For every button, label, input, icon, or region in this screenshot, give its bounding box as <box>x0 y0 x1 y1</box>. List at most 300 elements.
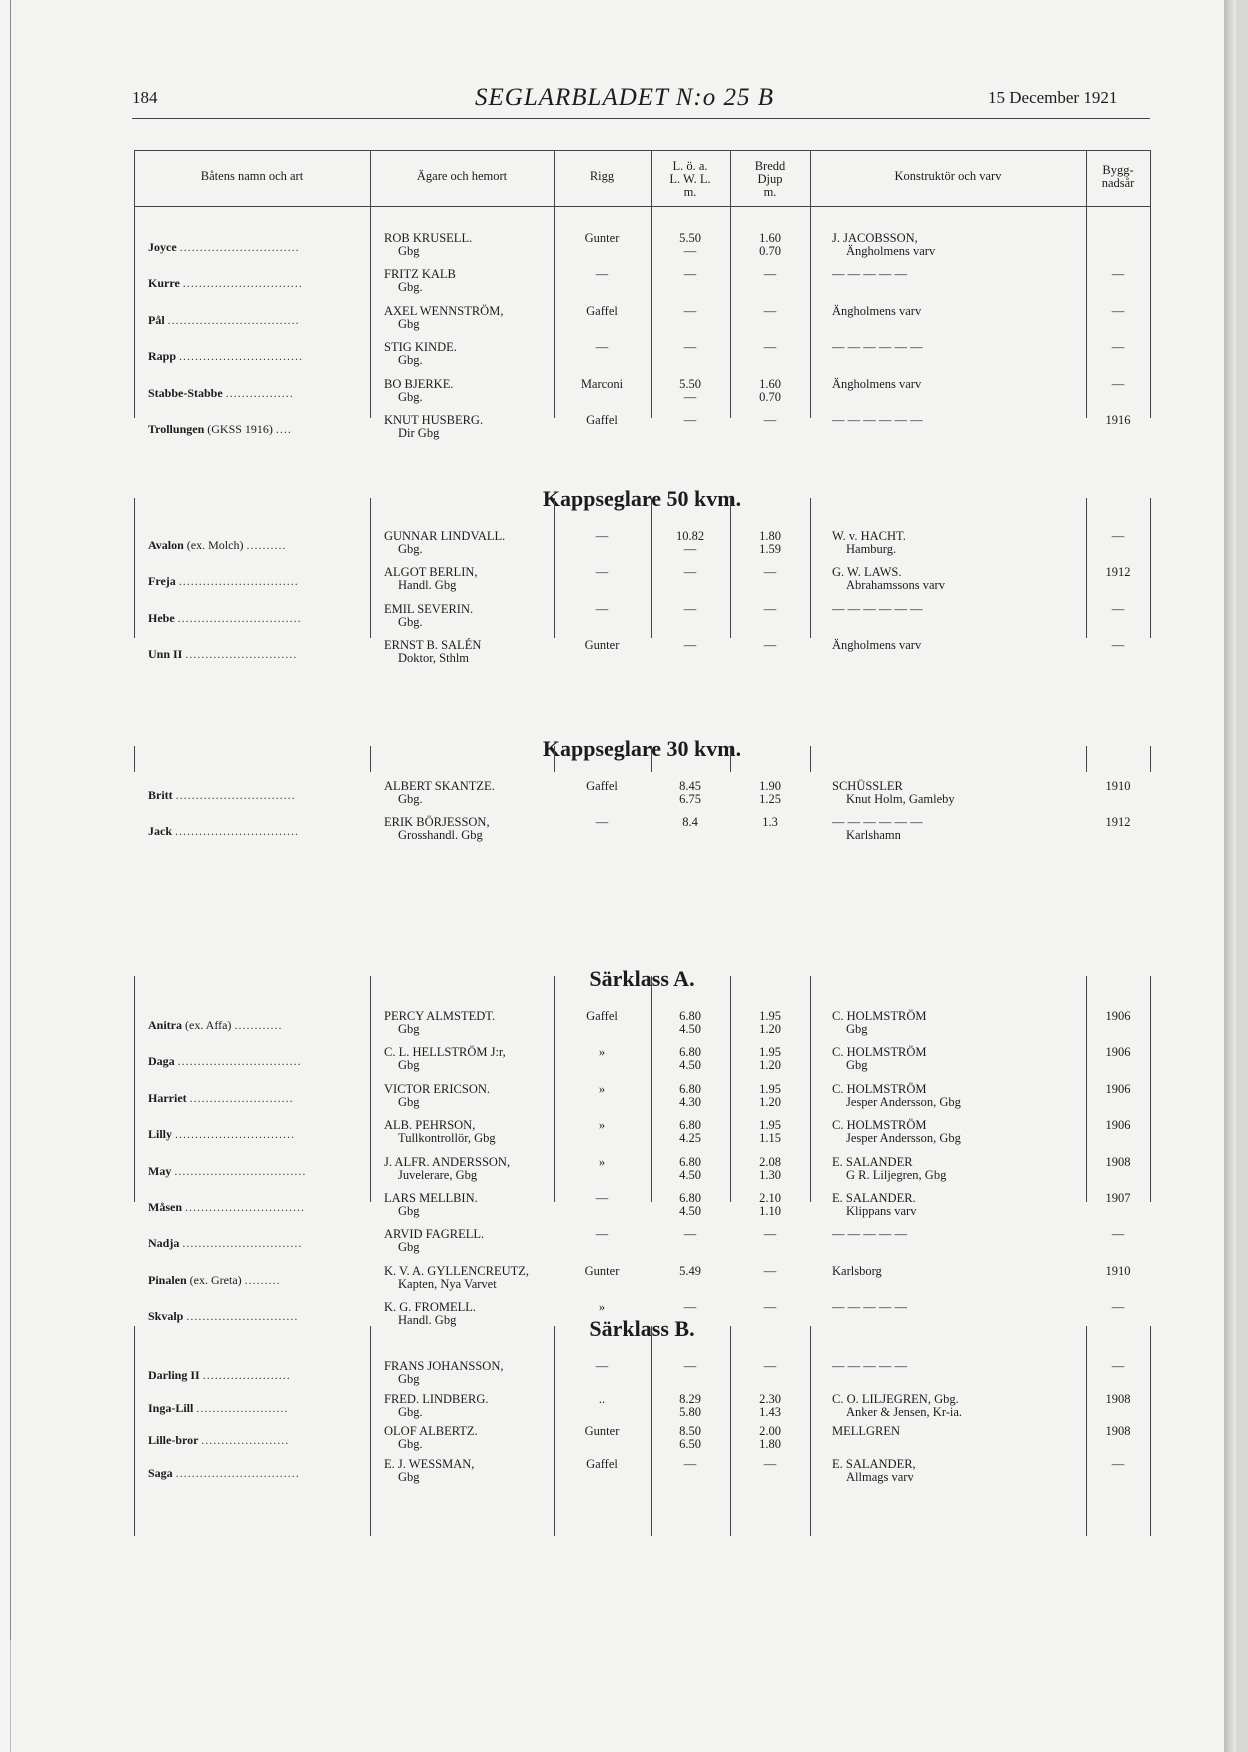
leader-dots: ......... <box>244 1272 281 1287</box>
rigg-cell: Gaffel <box>586 1456 618 1471</box>
rigg-cell: Gunter <box>584 231 620 245</box>
designer-name: Ängholmens varv <box>832 303 922 318</box>
boat-name-text: Inga-Lill <box>148 1400 194 1415</box>
designer-name: C. HOLMSTRÖM <box>832 1081 927 1096</box>
beam-cell <box>730 1393 810 1419</box>
owner-name: FRANS JOHANSSON, <box>384 1359 504 1373</box>
owner-residence: Gbg. <box>398 389 423 404</box>
table-row <box>134 816 1150 852</box>
page-number: 184 <box>132 88 158 107</box>
designer-name: — — — — — <box>832 267 907 282</box>
column-rule <box>1086 150 1087 418</box>
boat-name-text: Saga <box>148 1465 173 1480</box>
beam-cell <box>730 639 810 652</box>
length-waterline: — <box>683 244 697 258</box>
leader-dots: ................. <box>225 385 294 400</box>
column-rule <box>1150 150 1151 418</box>
table-row <box>134 1083 1150 1119</box>
beam-value: — <box>763 1263 777 1278</box>
length-cell <box>651 603 729 616</box>
designer-cell <box>832 1265 882 1278</box>
leader-dots: .............................. <box>185 1200 305 1214</box>
owner-name: E. J. WESSMAN, <box>384 1456 475 1471</box>
boat-name <box>148 575 299 588</box>
column-rule <box>370 1326 371 1536</box>
designer-name: J. JACOBSSON, <box>832 231 918 245</box>
length-overall: — <box>683 638 697 653</box>
owner-name: BO BJERKE. <box>384 376 454 391</box>
beam-value: 1.95 <box>759 1045 781 1060</box>
table-row <box>134 232 1150 268</box>
boat-name-text: Freja <box>148 574 176 589</box>
owner-name: FRITZ KALB <box>384 267 456 282</box>
rigg-cell: — <box>595 340 609 355</box>
boat-name <box>148 1434 289 1447</box>
owner-name: ERIK BÖRJESSON, <box>384 815 490 830</box>
column-rule <box>370 150 371 418</box>
beam-value: — <box>763 340 777 355</box>
designer-cell <box>832 1360 907 1373</box>
beam-value: — <box>763 267 777 282</box>
column-rule <box>1086 498 1087 638</box>
owner-cell <box>384 816 490 842</box>
length-waterline: 4.50 <box>679 1022 701 1036</box>
leader-dots: .............................. <box>179 240 300 254</box>
beam-cell <box>730 1192 810 1218</box>
designer-cell <box>832 1119 961 1145</box>
owner-cell <box>384 414 483 440</box>
column-rule <box>810 150 811 418</box>
col-header-beam-line3: m. <box>763 185 777 199</box>
col-header-loa-line2: L. W. L. <box>669 172 711 186</box>
shipyard-name: Klippans varv <box>846 1204 917 1218</box>
owner-name: ROB KRUSELL. <box>384 231 473 245</box>
leader-dots: .............................. <box>182 1236 303 1251</box>
beam-value: — <box>763 638 777 653</box>
designer-cell <box>832 530 906 556</box>
column-rule <box>1086 746 1087 772</box>
leader-dots: ............................... <box>177 1054 302 1069</box>
designer-name: — — — — — <box>832 1359 907 1373</box>
boat-name-text: Nadja <box>148 1236 180 1251</box>
designer-cell <box>832 305 921 318</box>
boat-name <box>148 423 292 436</box>
beam-value: 2.30 <box>759 1391 781 1406</box>
designer-cell <box>832 816 923 842</box>
length-overall: — <box>683 340 697 355</box>
page-edge-lower <box>0 1640 11 1752</box>
col-header-beam <box>730 160 810 199</box>
length-waterline: 4.50 <box>679 1204 701 1218</box>
designer-cell <box>832 1228 907 1241</box>
beam-value: — <box>763 1359 777 1373</box>
owner-name: K. V. A. GYLLENCREUTZ, <box>384 1263 530 1278</box>
boat-register-table <box>134 150 1150 1536</box>
owner-residence: Gbg. <box>398 1437 423 1451</box>
boat-name-text: Kurre <box>148 276 180 291</box>
draft-value: 1.10 <box>759 1204 781 1218</box>
build-year-cell: — <box>1111 529 1125 543</box>
owner-name: KNUT HUSBERG. <box>384 413 484 427</box>
column-rule <box>651 498 652 638</box>
column-rule <box>554 1326 555 1536</box>
boat-name-text: Lilly <box>148 1127 173 1142</box>
rigg-cell: — <box>595 565 609 580</box>
length-overall: — <box>683 1456 697 1471</box>
designer-name: — — — — — — <box>832 601 923 616</box>
owner-residence: Gbg <box>398 1372 420 1386</box>
owner-cell <box>384 1425 478 1451</box>
beam-cell <box>730 1156 810 1182</box>
table-row <box>134 1046 1150 1082</box>
beam-cell <box>730 1458 810 1471</box>
length-cell <box>651 1046 729 1072</box>
designer-name: C. HOLMSTRÖM <box>832 1118 927 1133</box>
build-year-cell: — <box>1111 1300 1125 1315</box>
rigg-cell: Gunter <box>584 1424 620 1438</box>
boat-name-text: May <box>148 1163 172 1178</box>
beam-cell <box>730 816 810 829</box>
length-cell <box>651 780 729 806</box>
boat-name-text: Trollungen <box>148 422 205 436</box>
length-overall: 5.49 <box>679 1263 701 1278</box>
boat-name <box>148 1467 300 1480</box>
owner-residence: Gbg. <box>398 280 423 295</box>
table-row <box>134 530 1150 566</box>
beam-cell <box>730 1425 810 1451</box>
rigg-cell: Marconi <box>580 376 624 391</box>
draft-value: 0.70 <box>759 244 781 258</box>
build-year-cell: — <box>1111 303 1125 318</box>
designer-cell <box>832 1192 916 1218</box>
build-year-cell: 1908 <box>1105 1154 1131 1169</box>
beam-value: 1.3 <box>762 815 778 830</box>
owner-cell <box>384 1360 503 1386</box>
length-overall: 6.80 <box>679 1009 701 1023</box>
section-heading-text: Kappseglare 50 kvm. <box>537 486 747 511</box>
owner-name: LARS MELLBIN. <box>384 1191 478 1205</box>
section-heading-text: Särklass A. <box>583 966 700 991</box>
beam-value: — <box>763 601 777 616</box>
boat-name <box>148 648 297 661</box>
length-overall: 10.82 <box>675 529 705 543</box>
build-year-cell: 1910 <box>1105 1263 1131 1278</box>
owner-residence: Gbg <box>398 1204 420 1218</box>
length-waterline: 6.75 <box>679 792 701 806</box>
beam-value: 1.90 <box>759 779 781 793</box>
owner-residence: Kapten, Nya Varvet <box>398 1276 497 1291</box>
column-rule <box>554 976 555 1202</box>
beam-cell <box>730 603 810 616</box>
shipyard-name: Karlshamn <box>846 828 901 843</box>
boat-name-text: Daga <box>148 1054 175 1069</box>
boat-name <box>148 1055 302 1068</box>
shipyard-name: Knut Holm, Gamleby <box>846 792 955 806</box>
issue-date: 15 December 1921 <box>988 88 1118 107</box>
owner-residence: Gbg <box>398 1469 420 1484</box>
column-rule <box>651 150 652 418</box>
col-header-loa-line1: L. ö. a. <box>672 159 708 173</box>
length-waterline: 4.50 <box>679 1058 701 1073</box>
rigg-cell: Gaffel <box>586 413 618 427</box>
boat-name <box>148 241 300 254</box>
draft-value: 1.20 <box>759 1022 781 1036</box>
beam-value: — <box>763 303 777 318</box>
beam-cell <box>730 1301 810 1314</box>
boat-name-note: (ex. Affa) <box>185 1018 232 1032</box>
designer-cell <box>832 1083 961 1109</box>
boat-name <box>148 1369 291 1382</box>
shipyard-name: G R. Liljegren, Gbg <box>846 1167 947 1182</box>
owner-cell <box>384 1083 490 1109</box>
rigg-cell: Gaffel <box>586 303 618 318</box>
length-cell <box>651 414 729 427</box>
owner-residence: Tullkontrollör, Gbg <box>398 1131 496 1146</box>
shipyard-name: Gbg <box>846 1058 868 1073</box>
beam-value: — <box>763 1227 777 1242</box>
boat-name-text: Stabbe-Stabbe <box>148 385 223 400</box>
boat-name-text: Pinalen <box>148 1272 187 1287</box>
owner-cell <box>384 232 472 258</box>
boat-name <box>148 277 303 290</box>
owner-name: STIG KINDE. <box>384 340 457 355</box>
leader-dots: .............................. <box>182 276 303 291</box>
shipyard-name: Ängholmens varv <box>846 244 936 258</box>
rigg-cell: — <box>595 1227 609 1242</box>
owner-name: ARVID FAGRELL. <box>384 1227 485 1242</box>
boat-name <box>148 387 294 400</box>
length-cell <box>651 1119 729 1145</box>
designer-cell <box>832 1301 907 1314</box>
length-cell <box>651 1010 729 1036</box>
rigg-cell: » <box>598 1045 606 1060</box>
length-cell <box>651 305 729 318</box>
column-rule <box>370 746 371 772</box>
table-row <box>134 780 1150 816</box>
shipyard-name: Gbg <box>846 1022 868 1036</box>
length-overall: 6.80 <box>679 1118 701 1133</box>
leader-dots: .............................. <box>175 1127 296 1142</box>
length-overall: 6.80 <box>679 1045 701 1060</box>
beam-cell <box>730 1360 810 1373</box>
column-rule <box>1150 1326 1151 1536</box>
boat-name-text: Jack <box>148 824 172 839</box>
length-waterline: 4.25 <box>679 1131 701 1146</box>
designer-name: C. HOLMSTRÖM <box>832 1009 927 1023</box>
rigg-cell: » <box>598 1154 606 1169</box>
col-header-designer: Konstruktör och varv <box>894 169 1002 183</box>
boat-name <box>148 1019 282 1032</box>
owner-cell <box>384 341 457 367</box>
leader-dots: ............ <box>234 1018 283 1032</box>
column-rule <box>1150 746 1151 772</box>
owner-cell <box>384 378 453 404</box>
leader-dots: ...................... <box>202 1368 291 1382</box>
length-waterline: 4.30 <box>679 1094 701 1109</box>
beam-cell <box>730 341 810 354</box>
shipyard-name: Jesper Andersson, Gbg <box>846 1094 961 1109</box>
owner-residence: Handl. Gbg <box>398 1313 457 1328</box>
designer-cell <box>832 1425 900 1438</box>
col-header-name: Båtens namn och art <box>200 169 304 183</box>
owner-cell <box>384 780 495 806</box>
designer-name: G. W. LAWS. <box>832 565 902 580</box>
draft-value: 0.70 <box>759 389 781 404</box>
beam-cell <box>730 414 810 427</box>
table-row <box>134 1156 1150 1192</box>
col-header-year <box>1086 164 1150 190</box>
length-waterline: 5.80 <box>679 1404 701 1419</box>
rigg-cell: — <box>595 529 609 543</box>
build-year-cell: 1916 <box>1105 413 1131 427</box>
owner-name: PERCY ALMSTEDT. <box>384 1009 496 1023</box>
page-edge <box>0 0 11 1640</box>
section-heading <box>134 1313 1150 1342</box>
owner-name: ALGOT BERLIN, <box>384 565 478 580</box>
beam-value: 1.60 <box>759 231 781 245</box>
leader-dots: ............................ <box>185 647 298 662</box>
length-cell <box>651 1393 729 1419</box>
col-header-loa <box>651 160 729 199</box>
boat-name-note: (GKSS 1916) <box>207 422 273 436</box>
build-year-cell: — <box>1111 267 1125 282</box>
build-year-cell: — <box>1111 601 1125 616</box>
owner-name: FRED. LINDBERG. <box>384 1391 489 1406</box>
section-heading <box>134 736 1150 762</box>
table-row <box>134 341 1150 377</box>
owner-name: ALB. PEHRSON, <box>384 1118 476 1133</box>
build-year-cell: — <box>1111 340 1125 355</box>
designer-cell <box>832 780 955 806</box>
beam-value: 2.00 <box>759 1424 781 1438</box>
owner-name: ALBERT SKANTZE. <box>384 779 495 793</box>
section-heading <box>134 966 1150 992</box>
shipyard-name: Hamburg. <box>846 542 897 556</box>
boat-name <box>148 1165 306 1178</box>
length-cell <box>651 268 729 281</box>
length-overall: — <box>683 565 697 580</box>
column-rule <box>134 498 135 638</box>
column-rule <box>810 498 811 638</box>
length-waterline: — <box>683 542 697 556</box>
designer-cell <box>832 268 907 281</box>
owner-cell <box>384 1192 478 1218</box>
leader-dots: .............................. <box>175 788 296 802</box>
boat-name <box>148 825 299 838</box>
section-heading-text: Kappseglare 30 kvm. <box>537 736 747 761</box>
owner-residence: Gbg. <box>398 614 423 629</box>
beam-value: — <box>763 1456 777 1471</box>
table-row <box>134 1010 1150 1046</box>
rigg-cell: » <box>598 1081 606 1096</box>
draft-value: 1.20 <box>759 1094 781 1109</box>
beam-cell <box>730 1010 810 1036</box>
table-row <box>134 566 1150 602</box>
rigg-cell: Gunter <box>584 1263 620 1278</box>
column-rule <box>134 1326 135 1536</box>
designer-cell <box>832 603 923 616</box>
designer-name: Ängholmens varv <box>832 376 922 391</box>
length-cell <box>651 232 729 258</box>
build-year-cell: — <box>1111 638 1125 653</box>
boat-name-note: (ex. Molch) <box>186 538 244 552</box>
owner-cell <box>384 1458 474 1484</box>
boat-name <box>148 1128 295 1141</box>
length-overall: — <box>683 413 697 427</box>
boat-name-text: Darling II <box>148 1368 200 1382</box>
designer-name: C. HOLMSTRÖM <box>832 1045 927 1060</box>
beam-cell <box>730 1119 810 1145</box>
boat-name <box>148 539 286 552</box>
boat-name <box>148 1237 302 1250</box>
column-rule <box>730 498 731 638</box>
build-year-cell: 1906 <box>1105 1081 1131 1096</box>
designer-name: E. SALANDER <box>832 1154 913 1169</box>
leader-dots: ............................... <box>177 610 302 625</box>
owner-residence: Grosshandl. Gbg <box>398 828 483 843</box>
beam-cell <box>730 378 810 404</box>
table-row <box>134 639 1150 675</box>
boat-name <box>148 1274 281 1287</box>
length-overall: — <box>683 267 697 282</box>
length-overall: — <box>683 1359 697 1373</box>
boat-name-text: Britt <box>148 788 173 802</box>
length-cell <box>651 816 729 829</box>
boat-name-text: Hebe <box>148 610 175 625</box>
draft-value: 1.25 <box>759 792 781 806</box>
owner-cell <box>384 1119 496 1145</box>
boat-name <box>148 789 296 802</box>
build-year-cell: — <box>1111 1359 1125 1373</box>
designer-name: C. O. LILJEGREN, Gbg. <box>832 1391 959 1406</box>
length-overall: — <box>683 601 697 616</box>
rigg-cell: » <box>598 1300 606 1315</box>
table-row <box>134 378 1150 414</box>
boat-name-text: Skvalp <box>148 1309 184 1324</box>
shipyard-name: Jesper Andersson, Gbg <box>846 1131 961 1146</box>
owner-name: J. ALFR. ANDERSSON, <box>384 1154 511 1169</box>
designer-cell <box>832 639 921 652</box>
column-rule <box>134 150 135 418</box>
owner-cell <box>384 530 505 556</box>
column-rule <box>1086 976 1087 1202</box>
table-row <box>134 305 1150 341</box>
beam-value: — <box>763 413 777 427</box>
owner-cell <box>384 1393 489 1419</box>
section-heading-text: Särklass B. <box>583 1316 700 1341</box>
column-rule <box>651 746 652 772</box>
rigg-cell: Gaffel <box>586 1009 618 1023</box>
table-row <box>134 414 1150 450</box>
length-cell <box>651 378 729 404</box>
designer-name: — — — — — — <box>832 815 923 830</box>
leader-dots: ................................. <box>167 312 300 327</box>
beam-value: 1.95 <box>759 1009 781 1023</box>
length-waterline: — <box>683 389 697 404</box>
table-row <box>134 1425 1150 1461</box>
column-rule <box>730 746 731 772</box>
column-rule <box>370 498 371 638</box>
length-cell <box>651 639 729 652</box>
draft-value: 1.43 <box>759 1404 781 1419</box>
designer-cell <box>832 1458 916 1484</box>
designer-cell <box>832 414 923 427</box>
owner-residence: Gbg. <box>398 1404 423 1419</box>
build-year-cell: — <box>1111 376 1125 391</box>
designer-name: — — — — — <box>832 1300 907 1315</box>
table-row <box>134 1265 1150 1301</box>
draft-value: 1.59 <box>759 542 781 556</box>
